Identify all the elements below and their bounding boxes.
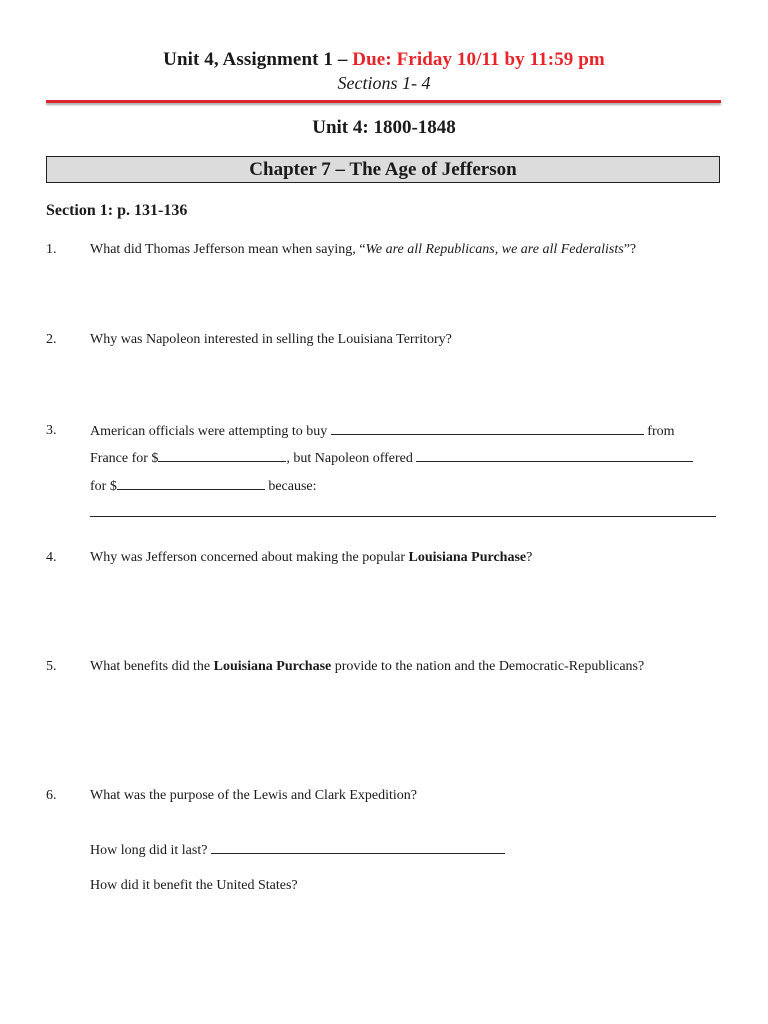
duration-prompt: How long did it last?: [90, 843, 211, 858]
question-3-text: , but Napoleon offered: [286, 451, 417, 466]
answer-line[interactable]: [90, 516, 716, 517]
question-5-lead: What benefits did the: [90, 659, 214, 674]
question-3-text: from: [643, 424, 675, 439]
question-text: [90, 240, 722, 260]
jefferson-quote: We are all Republicans, we are all Federalists: [365, 242, 624, 257]
sections-subtitle: Sections 1- 4: [337, 73, 431, 93]
question-3-text: France for $: [90, 451, 159, 466]
question-text: Why was Napoleon interested in selling the Louisiana Territory?: [90, 332, 452, 347]
blank-price-field[interactable]: [158, 448, 286, 462]
question-1-tail: ”?: [623, 242, 637, 257]
question-4-tail: ?: [526, 550, 533, 565]
question-text: What was the purpose of the Lewis and Clark Expedition?: [90, 788, 417, 803]
question-number: 1.: [46, 242, 57, 257]
section-heading: Section 1: p. 131-136: [46, 202, 188, 219]
question-number: 2.: [46, 332, 57, 347]
question-3-text: American officials were attempting to buy: [90, 424, 331, 439]
louisiana-purchase-term: Louisiana Purchase: [213, 659, 332, 674]
question-3-text: because:: [264, 479, 317, 494]
question-3-line-3: [90, 476, 317, 497]
question-6-duration: [90, 840, 505, 861]
question-4-lead: Why was Jefferson concerned about making the popular: [90, 550, 409, 565]
blank-answer-field[interactable]: [416, 448, 693, 462]
question-3-text: for $: [90, 479, 117, 494]
assignment-title: [0, 49, 768, 71]
due-date: Due: Friday 10/11 by 11:59 pm: [352, 49, 605, 70]
question-text: [90, 548, 722, 568]
question-text: [90, 657, 650, 677]
unit-heading: Unit 4: 1800-1848: [312, 117, 456, 138]
question-6-benefit: How did it benefit the United States?: [90, 878, 298, 893]
question-number: 3.: [46, 423, 57, 438]
question-number: 5.: [46, 659, 57, 674]
blank-price-field[interactable]: [117, 476, 265, 490]
question-3-line-1: [90, 421, 675, 442]
question-3-line-2: [90, 448, 693, 469]
louisiana-purchase-term: Louisiana Purchase: [408, 550, 527, 565]
assignment-title-prefix: Unit 4, Assignment 1 –: [163, 49, 353, 70]
question-1-lead: What did Thomas Jefferson mean when saying, “: [90, 242, 366, 257]
question-5-tail: provide to the nation and the Democratic-Republicans?: [331, 659, 645, 674]
question-number: 6.: [46, 788, 57, 803]
blank-answer-field[interactable]: [331, 421, 644, 435]
blank-answer-field[interactable]: [211, 840, 505, 854]
question-number: 4.: [46, 550, 57, 565]
chapter-title-box: Chapter 7 – The Age of Jefferson: [46, 156, 720, 183]
red-divider: [46, 100, 721, 103]
